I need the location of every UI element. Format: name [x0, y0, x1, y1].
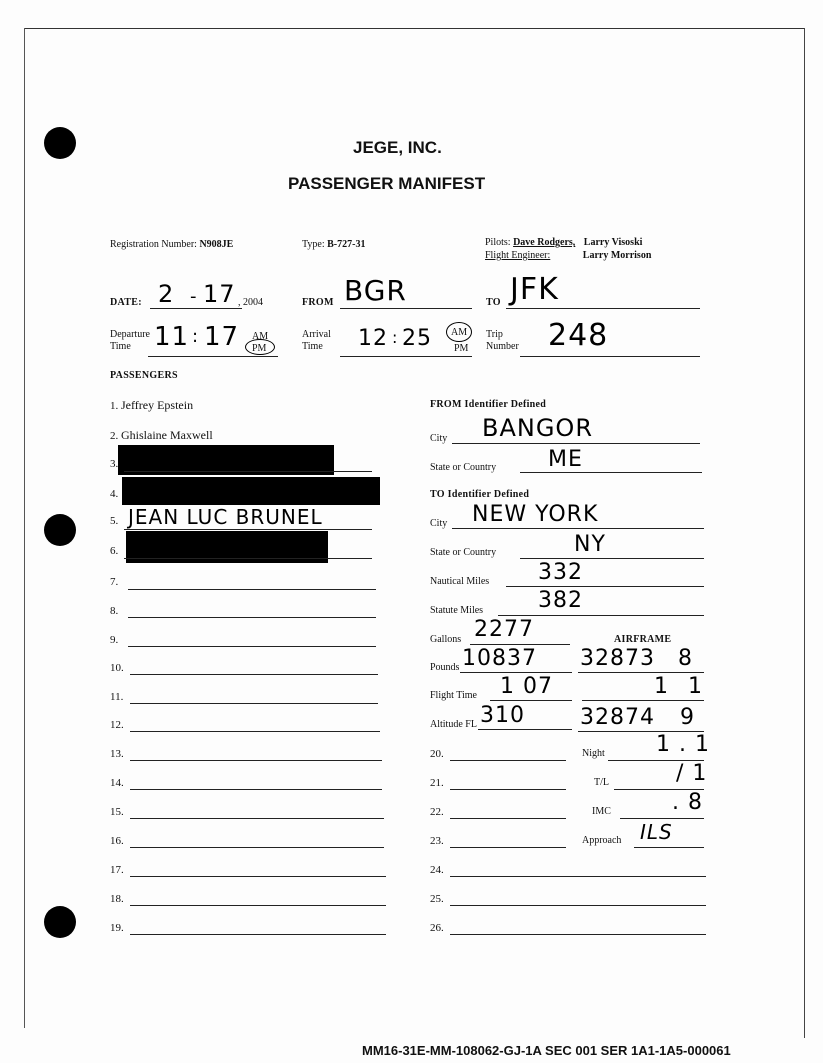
- passenger-num: 4.: [110, 488, 119, 500]
- document-title: PASSENGER MANIFEST: [288, 174, 486, 193]
- tl-value: / 1: [676, 761, 708, 786]
- from-city-line: [452, 443, 700, 444]
- passenger-num: 19.: [110, 922, 124, 934]
- passenger-line: [130, 703, 378, 704]
- arrival-am: AM: [451, 327, 468, 338]
- gallons-value: 2277: [474, 617, 534, 642]
- passenger-num: 11.: [110, 691, 124, 703]
- to-state-value: NY: [574, 532, 606, 557]
- flight-time-label: Flight Time: [430, 690, 477, 701]
- row-line: [450, 789, 566, 790]
- imc-line: [620, 818, 704, 819]
- from-state-line: [520, 472, 702, 473]
- row-num: 25.: [430, 893, 444, 905]
- punch-hole: [44, 514, 76, 546]
- to-line: [506, 308, 700, 309]
- passenger-num: 17.: [110, 864, 124, 876]
- page-border-right: [804, 28, 805, 1038]
- company-name: JEGE, INC.: [353, 138, 442, 157]
- to-state-line: [520, 558, 704, 559]
- document-id-footer: MM16-31E-MM-108062-GJ-1A SEC 001 SER 1A1-1A5-000061: [362, 1043, 731, 1058]
- from-label: FROM: [302, 297, 334, 308]
- passenger-name-handwritten: JEAN LUC BRUNEL: [128, 505, 323, 529]
- from-identifier-heading: FROM Identifier Defined: [430, 399, 547, 410]
- row-line: [450, 905, 706, 906]
- nautical-miles-value: 332: [538, 560, 583, 585]
- date-month: 2: [158, 280, 175, 308]
- altitude-line: [478, 729, 572, 730]
- airframe-altitude: 32874: [580, 705, 655, 730]
- from-line: [340, 308, 472, 309]
- am-circle: [446, 322, 472, 342]
- nautical-miles-line: [506, 586, 704, 587]
- departure-pm: PM: [252, 343, 267, 354]
- row-num: 22.: [430, 806, 444, 818]
- pounds-line: [460, 672, 572, 673]
- passenger-num: 9.: [110, 634, 119, 646]
- redaction: [122, 477, 380, 505]
- trip-number: 248: [548, 318, 609, 353]
- pm-circle: [245, 339, 275, 355]
- to-value: JFK: [510, 272, 559, 307]
- approach-line: [634, 847, 704, 848]
- passenger-num: 3.: [110, 458, 119, 470]
- departure-hour: 11: [154, 322, 190, 352]
- from-city-label: City: [430, 433, 448, 444]
- statute-miles-line: [498, 615, 704, 616]
- departure-label: Departure Time: [110, 329, 150, 352]
- passenger-num: 14.: [110, 777, 124, 789]
- airframe-flight-time: 1: [654, 674, 669, 699]
- passenger-line: [124, 471, 372, 472]
- to-city-label: City: [430, 518, 448, 529]
- altitude-value: 310: [480, 703, 525, 728]
- row-line: [450, 818, 566, 819]
- imc-label: IMC: [592, 806, 611, 817]
- date-day: 17: [203, 280, 236, 308]
- aircraft-type: Type: B-727-31: [302, 239, 366, 250]
- date-sep: -: [190, 286, 198, 307]
- date-label: DATE:: [110, 297, 142, 308]
- arrival-label: Arrival Time: [302, 329, 331, 352]
- airframe-pounds: 32873: [580, 646, 655, 671]
- row-line: [450, 876, 706, 877]
- passenger-num: 12.: [110, 719, 124, 731]
- passenger-num: 18.: [110, 893, 124, 905]
- row-num: 20.: [430, 748, 444, 760]
- row-line: [450, 760, 566, 761]
- trip-line: [520, 356, 700, 357]
- punch-hole: [44, 127, 76, 159]
- altitude-label: Altitude FL: [430, 719, 477, 730]
- airframe-line: [582, 700, 704, 701]
- airframe-heading: AIRFRAME: [614, 634, 672, 645]
- passenger-num: 5.: [110, 515, 119, 527]
- arrival-pm: PM: [454, 343, 469, 354]
- departure-minute: 17: [204, 322, 240, 352]
- page-border-top: [24, 28, 804, 29]
- passenger-line: [130, 818, 384, 819]
- arrival-minute: 25: [402, 326, 432, 351]
- airframe-pounds-decimal: 8: [678, 646, 693, 671]
- pilots: Pilots: Dave Rodgers, Larry Visoski: [485, 237, 643, 248]
- passenger-num: 13.: [110, 748, 124, 760]
- passenger-num: 10.: [110, 662, 124, 674]
- passenger-num: 16.: [110, 835, 124, 847]
- approach-value: ILS: [640, 820, 673, 844]
- airframe-altitude-decimal: 9: [680, 705, 695, 730]
- to-label: TO: [486, 297, 501, 308]
- passengers-heading: PASSENGERS: [110, 370, 178, 381]
- approach-label: Approach: [582, 835, 622, 846]
- passenger-line: [130, 847, 384, 848]
- passenger-line: [130, 760, 382, 761]
- page-border-left: [24, 28, 25, 1028]
- from-city-value: BANGOR: [482, 414, 593, 442]
- passenger-line: [130, 674, 378, 675]
- passenger-row: 2. Ghislaine Maxwell: [110, 428, 213, 442]
- imc-value: . 8: [672, 790, 703, 815]
- date-line: [150, 308, 242, 309]
- from-state-value: ME: [548, 447, 583, 472]
- nautical-miles-label: Nautical Miles: [430, 576, 490, 587]
- airframe-line: [578, 672, 704, 673]
- tl-label: T/L: [594, 777, 609, 788]
- passenger-num: 8.: [110, 605, 119, 617]
- to-identifier-heading: TO Identifier Defined: [430, 489, 530, 500]
- date-year: , 2004: [238, 297, 263, 308]
- arrival-line: [340, 356, 472, 357]
- passenger-num: 7.: [110, 576, 119, 588]
- to-state-label: State or Country: [430, 547, 497, 558]
- statute-miles-label: Statute Miles: [430, 605, 484, 616]
- row-num: 24.: [430, 864, 444, 876]
- row-num: 21.: [430, 777, 444, 789]
- row-line: [450, 847, 566, 848]
- departure-line: [148, 356, 278, 357]
- passenger-row: 1. Jeffrey Epstein: [110, 398, 194, 412]
- arrival-hour: 12: [358, 326, 388, 351]
- to-city-line: [452, 528, 704, 529]
- from-value: BGR: [344, 274, 407, 307]
- pounds-label: Pounds: [430, 662, 460, 673]
- flight-time-line: [490, 700, 572, 701]
- from-state-label: State or Country: [430, 462, 497, 473]
- passenger-line: [128, 617, 376, 618]
- gallons-label: Gallons: [430, 634, 462, 645]
- row-num: 23.: [430, 835, 444, 847]
- airframe-flight-time-decimal: 1: [688, 674, 703, 699]
- passenger-line: [130, 789, 382, 790]
- passenger-line: [124, 529, 372, 530]
- gallons-line: [470, 644, 570, 645]
- night-value: 1 . 1: [656, 732, 710, 757]
- row-line: [450, 934, 706, 935]
- departure-am: AM: [252, 331, 269, 342]
- passenger-line: [130, 934, 386, 935]
- to-city-value: NEW YORK: [472, 502, 599, 527]
- passenger-line: [124, 558, 372, 559]
- punch-hole: [44, 906, 76, 938]
- passenger-line: [130, 905, 386, 906]
- passenger-line: [128, 589, 376, 590]
- registration-number: Registration Number: N908JE: [110, 239, 234, 250]
- flight-engineer: Flight Engineer: Larry Morrison: [485, 250, 652, 261]
- flight-time-value: 1 07: [500, 674, 553, 699]
- passenger-line: [130, 876, 386, 877]
- statute-miles-value: 382: [538, 588, 583, 613]
- night-label: Night: [582, 748, 605, 759]
- passenger-line: [128, 646, 376, 647]
- passenger-num: 6.: [110, 545, 119, 557]
- passenger-line: [130, 731, 380, 732]
- row-num: 26.: [430, 922, 444, 934]
- passenger-num: 15.: [110, 806, 124, 818]
- trip-label: Trip Number: [486, 329, 519, 352]
- pounds-value: 10837: [462, 646, 537, 671]
